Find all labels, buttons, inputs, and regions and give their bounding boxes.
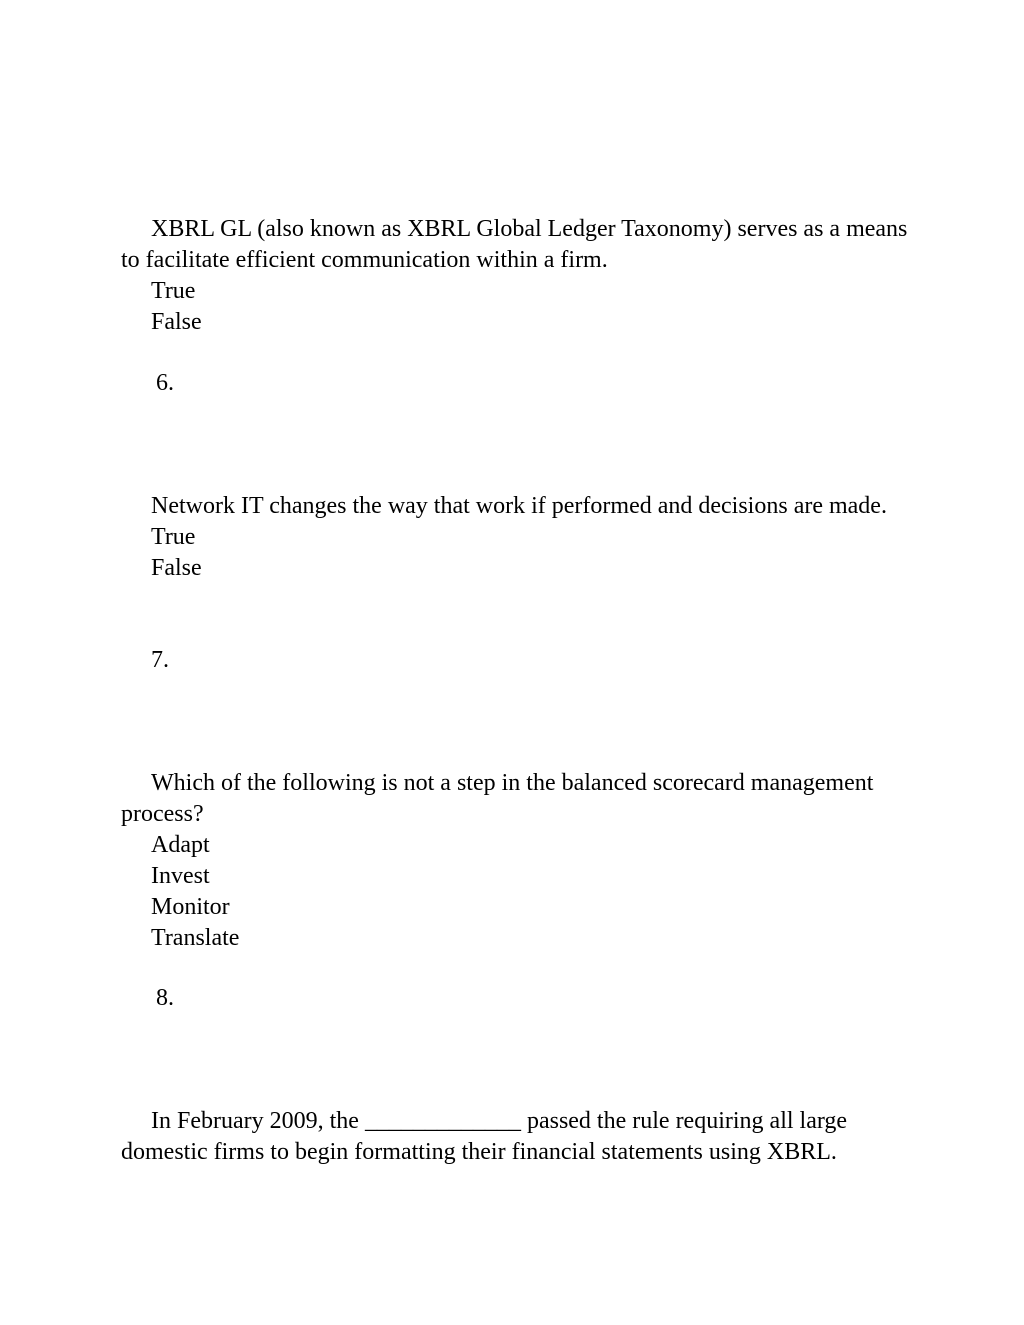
answer-option-adapt: Adapt [151, 832, 210, 858]
answer-option-invest: Invest [151, 863, 210, 889]
question-text: XBRL GL (also known as XBRL Global Ledger Taxonomy) serves as a means to facilitate efficient communication within a firm. [121, 216, 908, 273]
question-block-7 [121, 768, 911, 954]
question-number: 7. [151, 647, 169, 673]
question-text: Network IT changes the way that work if performed and decisions are made. [151, 493, 887, 519]
answer-option-monitor: Monitor [151, 894, 230, 920]
question-text: In February 2009, the _____________ passed the rule requiring all large domestic firms to begin formatting their financial statements using XBRL. [121, 1108, 848, 1165]
question-block-8 [121, 1106, 911, 1168]
question-number: 6. [156, 370, 174, 396]
question-number: 8. [156, 985, 174, 1011]
question-text: Which of the following is not a step in the balanced scorecard management process? [121, 770, 874, 827]
answer-option-false: False [151, 555, 202, 581]
question-block-6 [121, 491, 911, 584]
answer-option-false: False [151, 309, 202, 335]
answer-option-true: True [151, 278, 196, 304]
question-block-xbrl-gl [121, 214, 911, 338]
answer-option-true: True [151, 524, 196, 550]
answer-option-translate: Translate [151, 925, 240, 951]
